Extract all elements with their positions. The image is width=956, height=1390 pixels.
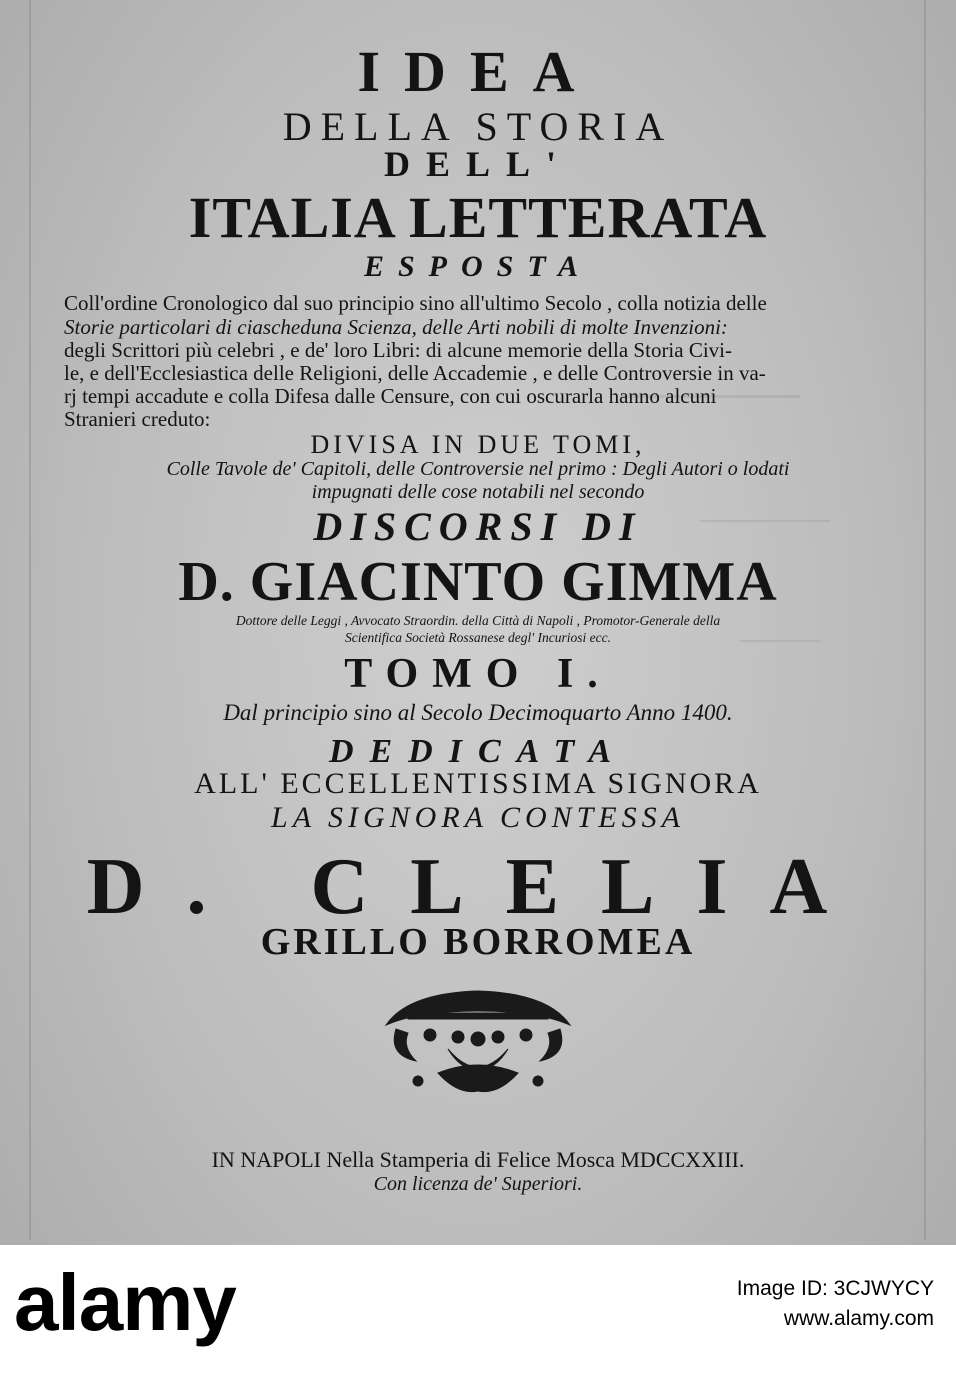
tavole-line-1: Colle Tavole de' Capitoli, delle Controversie nel primo : Degli Autori o lodati <box>166 458 790 480</box>
la-signora-contessa: LA SIGNORA CONTESSA <box>271 801 685 834</box>
divisa-in-due-tomi: DIVISA IN DUE TOMI, <box>310 430 646 459</box>
imprint-place-printer-year: IN NAPOLI Nella Stamperia di Felice Mosca MDCCXXIII. <box>211 1147 745 1172</box>
watermark-url: www.alamy.com <box>783 1307 934 1330</box>
watermark-image-id: Image ID: 3CJWYCY <box>736 1277 934 1300</box>
description-line-1: Coll'ordine Cronologico dal suo principio sino all'ultimo Secolo , colla notizia delle <box>64 291 767 315</box>
description-line-4: le, e dell'Ecclesiastica delle Religioni, delle Accademie , e delle Controversie in va- <box>64 361 766 385</box>
watermark-logo: alamy <box>14 1258 236 1347</box>
watermark-bar <box>0 1245 956 1390</box>
discorsi-di: DISCORSI DI <box>313 504 643 549</box>
title-esposta: ESPOSTA <box>363 250 593 283</box>
all-eccellentissima: ALL' ECCELLENTISSIMA SIGNORA <box>194 767 762 800</box>
dedicata: DEDICATA <box>328 733 628 770</box>
description-line-5: rj tempi accadute e colla Difesa dalle Censure, con cui oscurarla hanno alcuni <box>64 384 717 408</box>
author-credentials-1: Dottore delle Leggi , Avvocato Straordin. della Città di Napoli , Promotor-Generale della <box>235 613 721 628</box>
tavole-line-2: impugnati delle cose notabili nel secondo <box>311 481 645 503</box>
author-name: D. GIACINTO GIMMA <box>178 551 778 613</box>
description-line-3: degli Scrittori più celebri , e de' loro Libri: di alcune memorie della Storia Civi- <box>64 338 733 362</box>
dedicatee-grillo-borromea: GRILLO BORROMEA <box>260 921 696 963</box>
dal-principio: Dal principio sino al Secolo Decimoquarto Anno 1400. <box>223 700 733 725</box>
printers-ornament <box>378 985 578 1097</box>
title-idea: IDEA <box>357 39 599 104</box>
title-dell: DELL' <box>383 144 573 184</box>
author-credentials-2: Scientifica Società Rossanese degl' Incuriosi ecc. <box>344 630 612 645</box>
title-italia-letterata: ITALIA LETTERATA <box>188 185 768 250</box>
description-line-6: Stranieri creduto: <box>64 407 211 431</box>
imprint-license: Con licenza de' Superiori. <box>373 1173 583 1195</box>
description-line-2: Storie particolari di ciascheduna Scienza, delle Arti nobili di molte Invenzioni: <box>64 315 728 339</box>
dedicatee-clelia: D. CLELIA <box>86 843 870 931</box>
title-della-storia: DELLA STORIA <box>282 104 674 149</box>
tomo-i: TOMO I. <box>344 651 612 697</box>
